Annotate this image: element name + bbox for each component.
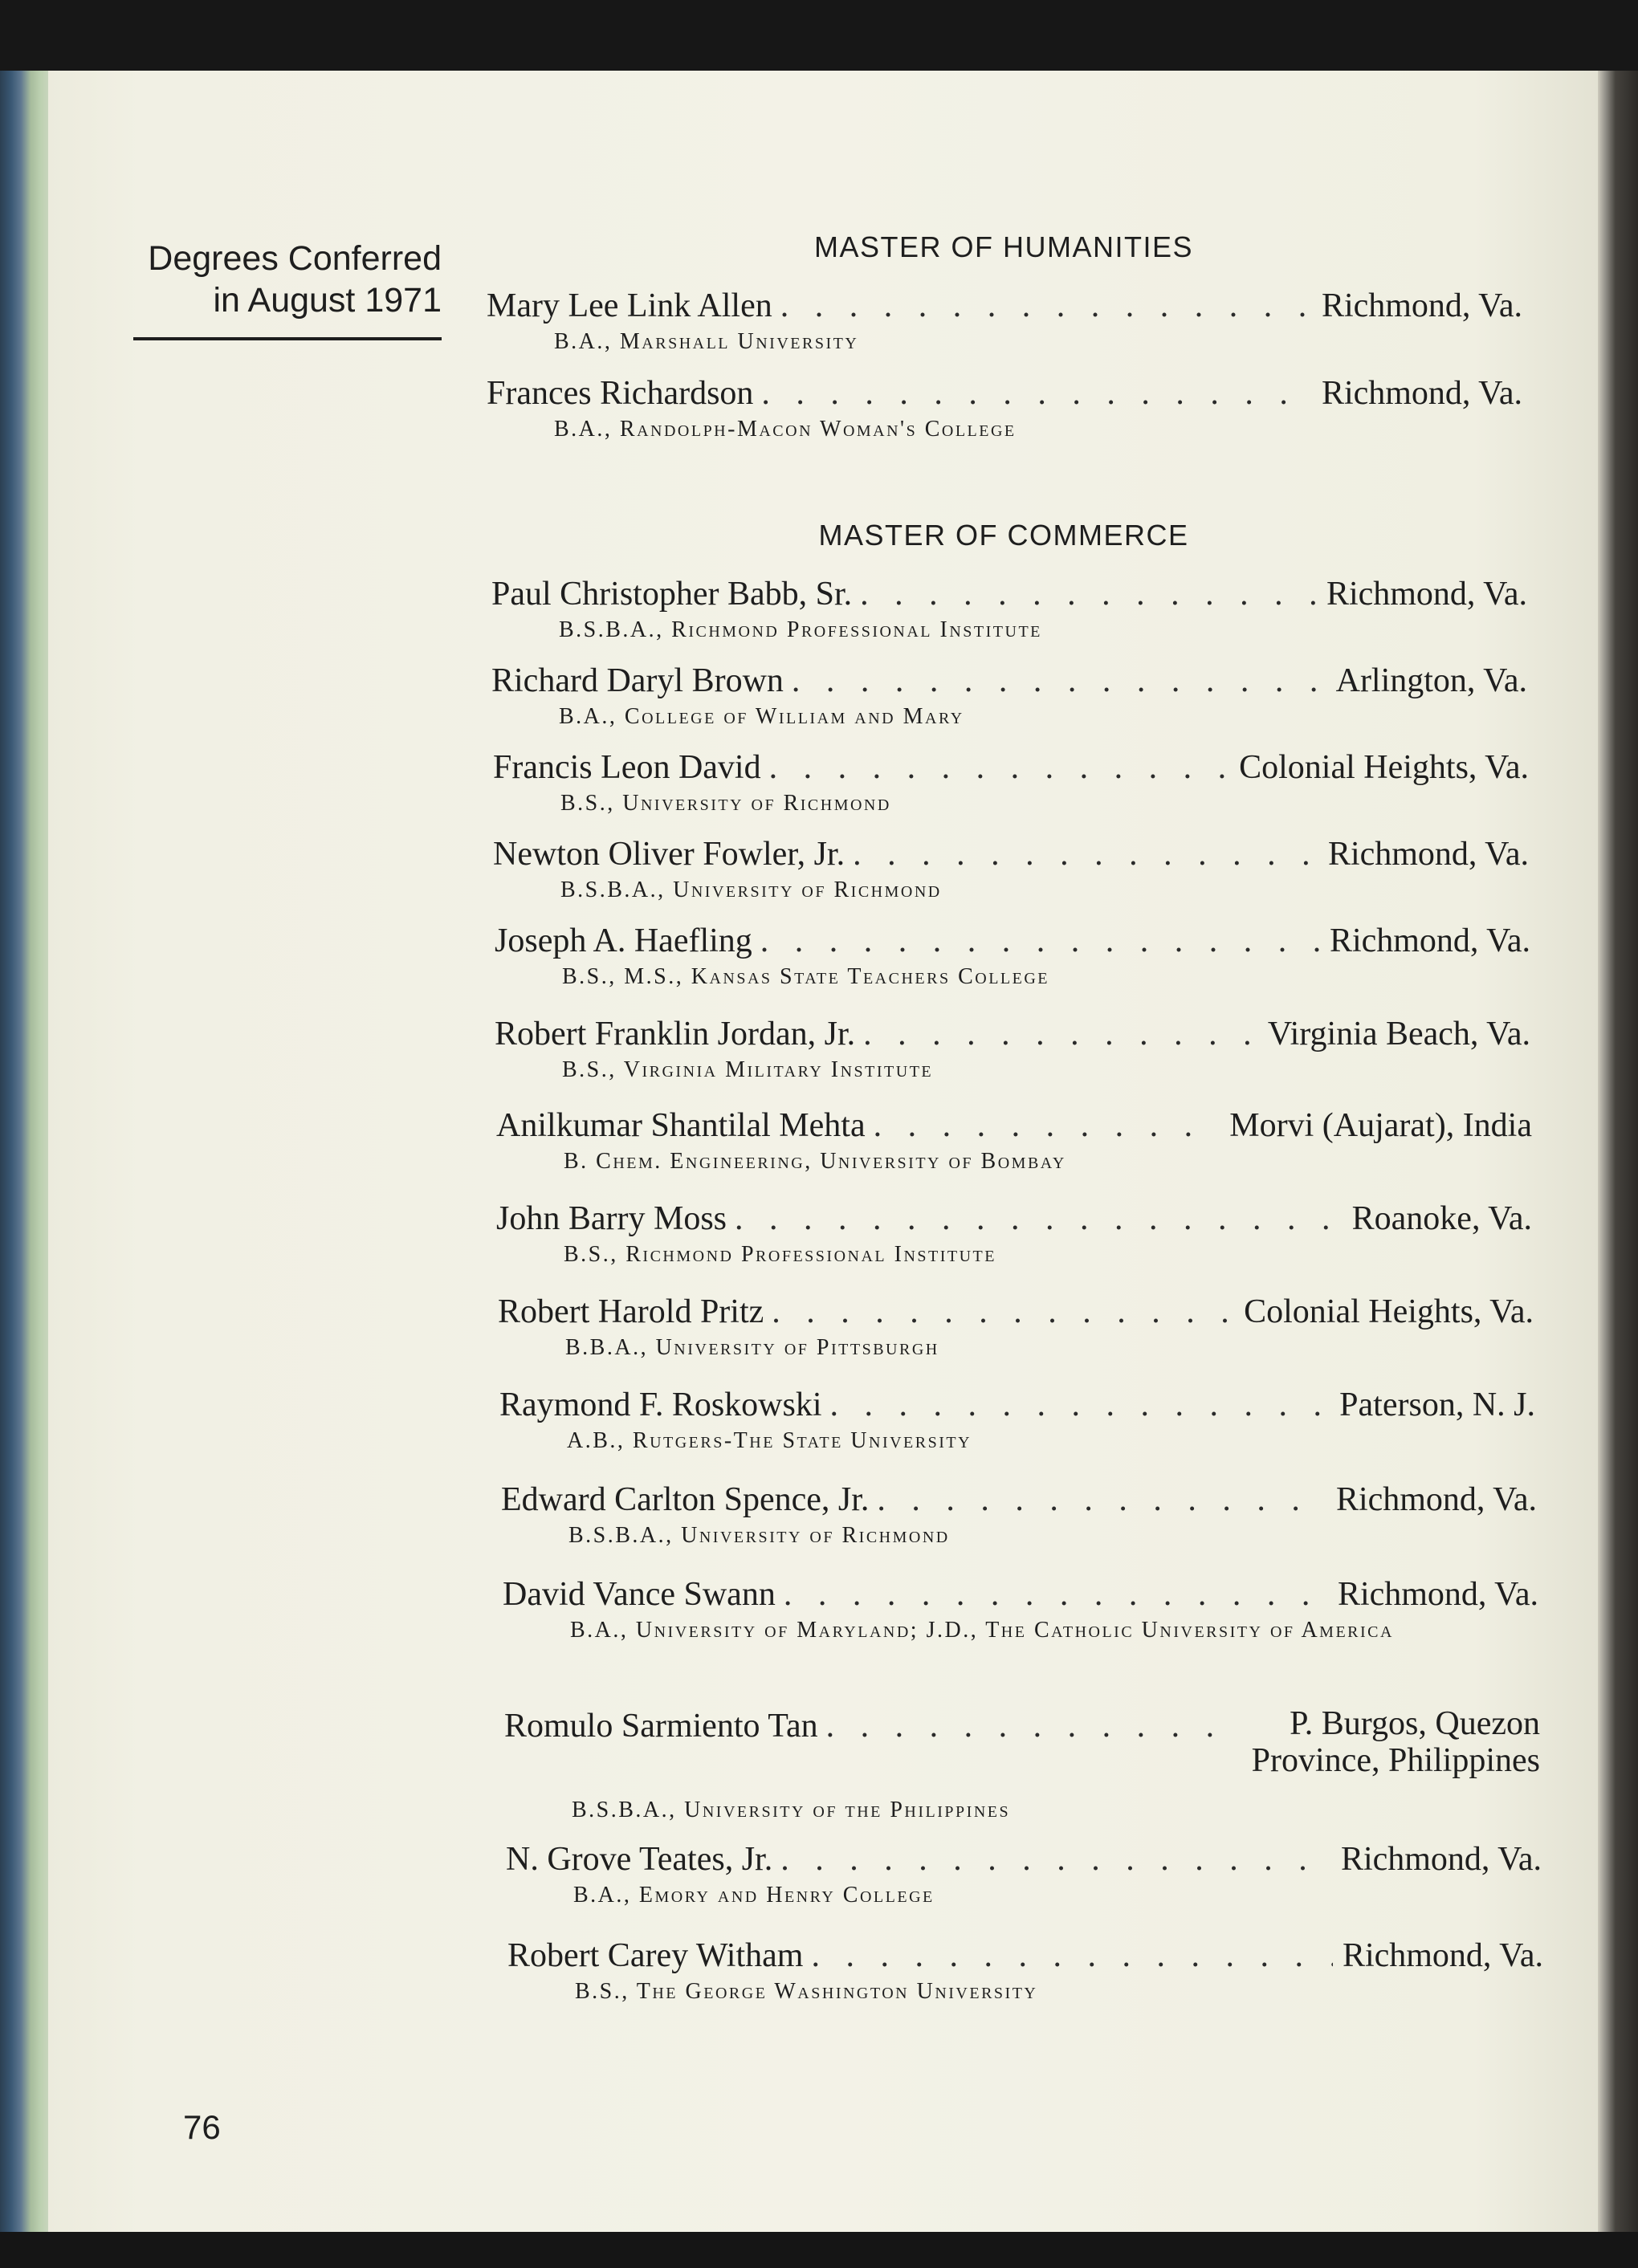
graduate-name-line: [504, 1705, 1540, 1779]
graduate-entry: [487, 285, 1522, 356]
dot-leader: [761, 373, 1312, 414]
dot-leader: [853, 833, 1318, 875]
graduate-prior-degree: B.S.B.A., University of Richmond: [568, 1523, 950, 1548]
graduate-entry: [487, 373, 1522, 443]
graduate-name: John Barry Moss: [496, 1200, 727, 1237]
graduate-name-line: [499, 1384, 1535, 1426]
graduate-name: Romulo Sarmiento Tan: [504, 1708, 818, 1745]
graduate-name: Paul Christopher Babb, Sr.: [491, 576, 853, 613]
graduate-prior-degree: B.B.A., University of Pittsburgh: [565, 1335, 939, 1360]
page-number: 76: [183, 2108, 221, 2146]
graduate-name: Robert Carey Witham: [507, 1937, 804, 1974]
graduate-entry: [501, 1479, 1537, 1549]
graduate-name: Edward Carlton Spence, Jr.: [501, 1481, 870, 1518]
graduate-name: David Vance Swann: [503, 1576, 776, 1613]
graduate-hometown: Richmond, Va.: [1326, 576, 1527, 613]
graduate-name: Mary Lee Link Allen: [487, 287, 772, 324]
graduate-name-line: [495, 1013, 1530, 1055]
graduate-name-line: [493, 747, 1529, 788]
scan-border-bottom: [0, 2232, 1638, 2268]
graduate-prior-degree: A.B., Rutgers-The State University: [567, 1428, 972, 1453]
graduate-hometown: Richmond, Va.: [1340, 1841, 1542, 1878]
graduate-entry: [495, 920, 1530, 991]
graduate-name-line: [506, 1838, 1542, 1880]
graduate-hometown: Richmond, Va.: [1342, 1937, 1543, 1974]
graduate-prior-degree: B.S.B.A., University of the Philippines: [572, 1798, 1011, 1822]
sidebar-title-line2: in August 1971: [213, 281, 442, 320]
graduate-name: N. Grove Teates, Jr.: [506, 1841, 773, 1878]
graduate-name-line: [503, 1574, 1538, 1615]
dot-leader: [769, 747, 1230, 788]
graduate-name-line: [495, 920, 1530, 962]
graduate-prior-degree: B.S., The George Washington University: [575, 1979, 1038, 2004]
graduate-name: Robert Franklin Jordan, Jr.: [495, 1016, 856, 1053]
graduate-hometown-line1: P. Burgos, Quezon: [1290, 1705, 1540, 1742]
graduate-entry: [496, 1105, 1532, 1175]
graduate-hometown: Roanoke, Va.: [1351, 1200, 1532, 1237]
graduate-entry: [491, 660, 1527, 731]
graduate-name: Newton Oliver Fowler, Jr.: [493, 836, 845, 873]
sidebar-title: [120, 238, 442, 321]
graduate-name-line: [487, 285, 1522, 327]
dot-leader: [780, 285, 1312, 327]
dot-leader: [811, 1935, 1332, 1977]
section-heading-commerce: MASTER OF COMMERCE: [818, 519, 1189, 552]
dot-leader: [792, 660, 1326, 702]
graduate-prior-degree: B.A., Emory and Henry College: [573, 1883, 935, 1908]
graduate-prior-degree: B.A., College of William and Mary: [559, 704, 964, 729]
graduate-entry: [493, 747, 1529, 817]
graduate-name-line: [491, 573, 1527, 615]
sidebar-rule: [133, 337, 442, 340]
dot-leader: [784, 1574, 1328, 1615]
dot-leader: [863, 1013, 1258, 1055]
graduate-hometown: Richmond, Va.: [1327, 836, 1529, 873]
graduate-name-line: [496, 1105, 1532, 1146]
graduate-prior-degree: B.A., Marshall University: [554, 329, 859, 354]
graduate-hometown-line2: Province, Philippines: [1251, 1742, 1540, 1779]
graduate-hometown: Richmond, Va.: [1337, 1576, 1538, 1613]
graduate-name: Anilkumar Shantilal Mehta: [496, 1107, 866, 1144]
graduate-hometown: Morvi (Aujarat), India: [1229, 1107, 1532, 1144]
graduate-name-line: [487, 373, 1522, 414]
graduate-prior-degree: B.S., Virginia Military Institute: [562, 1057, 934, 1082]
graduate-name-line: [501, 1479, 1537, 1521]
graduate-name: Robert Harold Pritz: [498, 1293, 764, 1330]
graduate-name: Joseph A. Haefling: [495, 922, 752, 959]
graduate-entry: [504, 1705, 1540, 1824]
graduate-name-line: [496, 1198, 1532, 1240]
graduate-name: Richard Daryl Brown: [491, 662, 784, 699]
graduate-name: Frances Richardson: [487, 375, 754, 412]
graduate-entry: [495, 1013, 1530, 1084]
graduate-hometown: Paterson, N. J.: [1339, 1386, 1535, 1423]
graduate-entry: [496, 1198, 1532, 1268]
graduate-prior-degree: B.S.B.A., Richmond Professional Institute: [559, 617, 1042, 642]
graduate-prior-degree: B. Chem. Engineering, University of Bombay: [564, 1149, 1066, 1174]
graduate-hometown: [1242, 1705, 1540, 1779]
graduate-prior-degree: B.A., University of Maryland; J.D., The Catholic University of America: [570, 1618, 1394, 1643]
graduate-hometown: Richmond, Va.: [1329, 922, 1530, 959]
graduate-name: Raymond F. Roskowski: [499, 1386, 822, 1423]
dot-leader: [780, 1838, 1331, 1880]
dot-leader: [874, 1105, 1220, 1146]
graduate-name-line: [507, 1935, 1543, 1977]
graduate-hometown: Virginia Beach, Va.: [1267, 1016, 1530, 1053]
graduate-entry: [491, 573, 1527, 644]
graduate-hometown: Arlington, Va.: [1335, 662, 1527, 699]
dot-leader: [860, 573, 1317, 615]
dot-leader: [877, 1479, 1326, 1521]
graduate-entry: [503, 1574, 1538, 1644]
graduate-entry: [499, 1384, 1535, 1455]
graduate-hometown: Richmond, Va.: [1335, 1481, 1537, 1518]
dot-leader: [760, 920, 1320, 962]
graduate-name: Francis Leon David: [493, 749, 761, 786]
graduate-name-line: [493, 833, 1529, 875]
facing-page-edge: [1598, 71, 1638, 2232]
dot-leader: [826, 1705, 1242, 1747]
graduate-hometown: Richmond, Va.: [1321, 287, 1522, 324]
graduate-prior-degree: B.A., Randolph-Macon Woman's College: [554, 417, 1017, 442]
graduate-name-line: [491, 660, 1527, 702]
graduate-hometown: Richmond, Va.: [1321, 375, 1522, 412]
dot-leader: [830, 1384, 1330, 1426]
graduate-entry: [498, 1291, 1534, 1362]
graduate-name-line: [498, 1291, 1534, 1333]
dot-leader: [735, 1198, 1343, 1240]
graduate-entry: [507, 1935, 1543, 2005]
graduate-prior-degree: B.S., Richmond Professional Institute: [564, 1242, 996, 1267]
dot-leader: [772, 1291, 1234, 1333]
graduate-entry: [506, 1838, 1542, 1909]
scan-border-top: [0, 0, 1638, 71]
section-heading-humanities: MASTER OF HUMANITIES: [813, 230, 1194, 263]
graduate-prior-degree: B.S., M.S., Kansas State Teachers College: [562, 964, 1050, 989]
graduate-hometown: Colonial Heights, Va.: [1244, 1293, 1534, 1330]
graduate-prior-degree: B.S., University of Richmond: [560, 791, 891, 816]
graduate-prior-degree: B.S.B.A., University of Richmond: [560, 877, 942, 902]
sidebar-title-line1: Degrees Conferred: [148, 239, 442, 278]
graduate-entry: [493, 833, 1529, 904]
book-cover-edge: [0, 71, 48, 2232]
graduate-hometown: Colonial Heights, Va.: [1239, 749, 1529, 786]
